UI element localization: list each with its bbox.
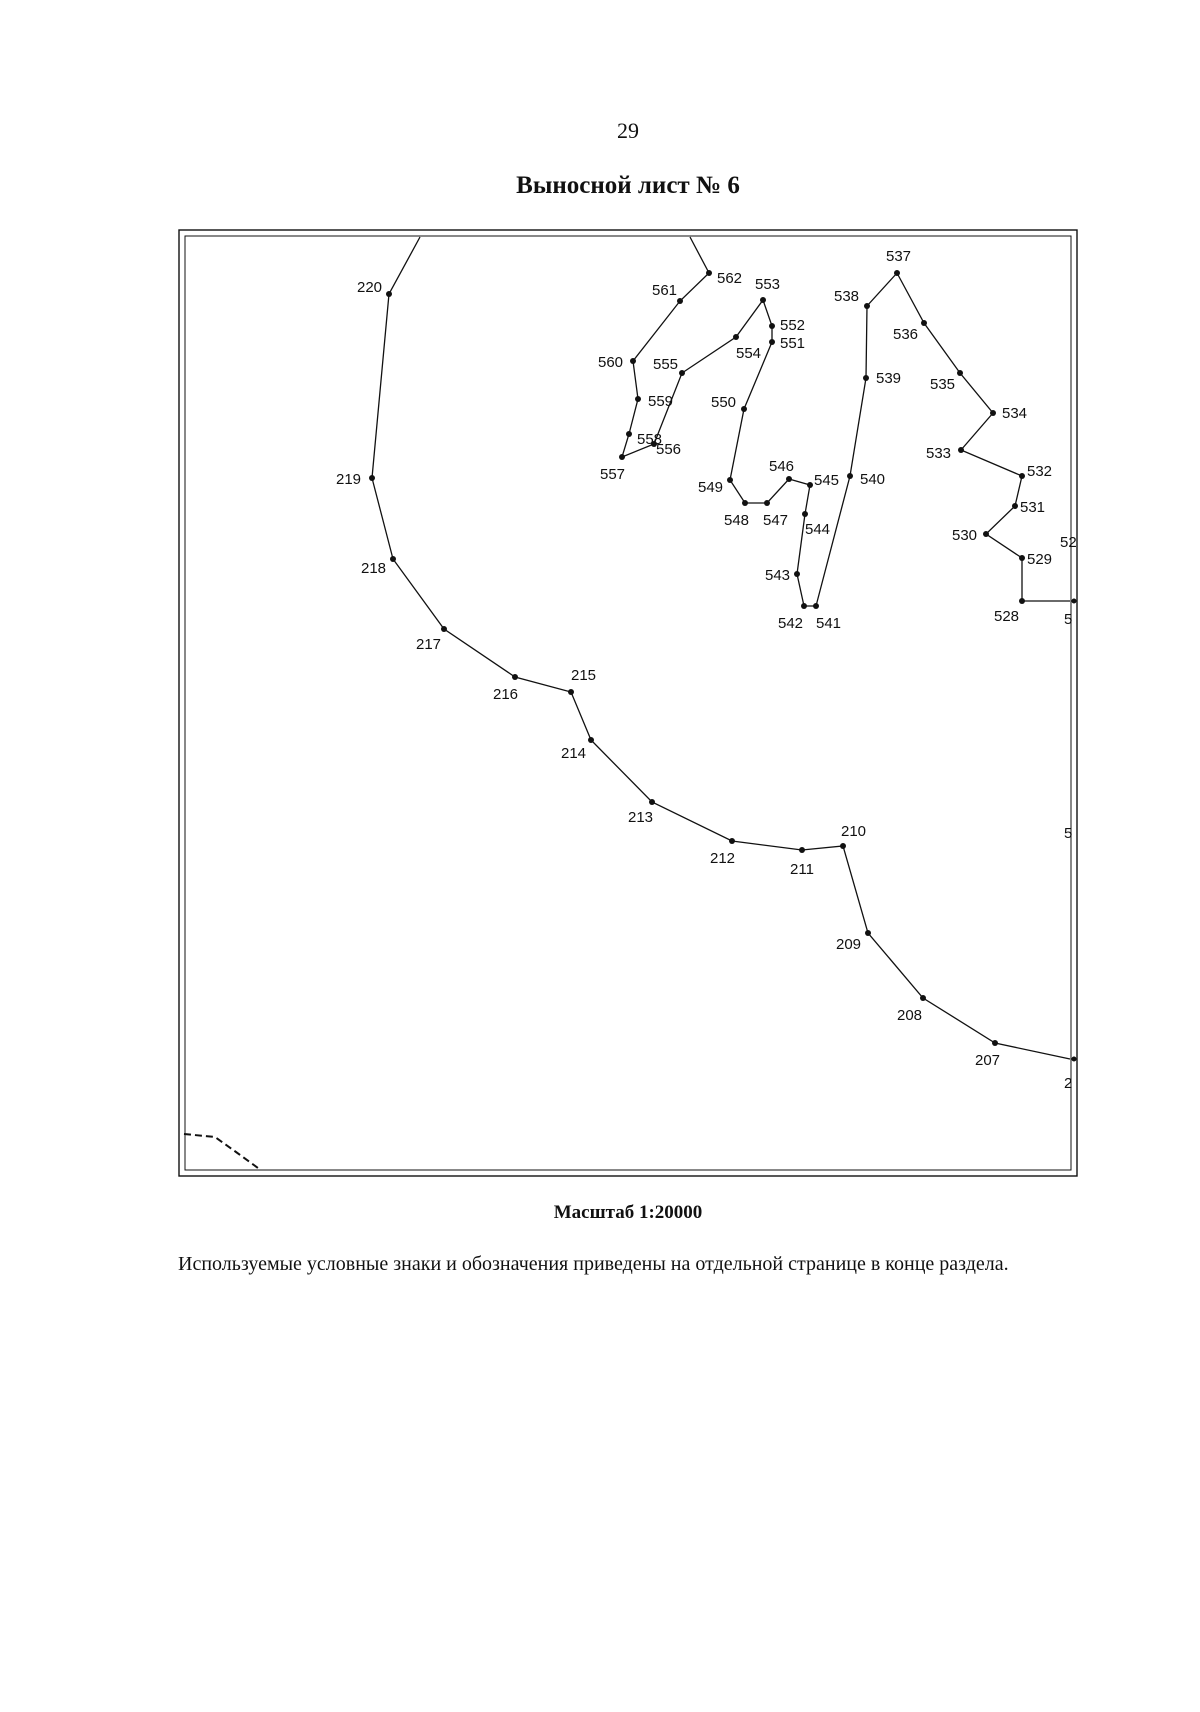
edge-point-1 [1072, 1057, 1077, 1062]
point-label-533: 533 [926, 445, 952, 462]
boundary-point-546 [786, 476, 792, 482]
boundary-point-559 [635, 396, 641, 402]
point-label-546: 546 [769, 458, 795, 475]
point-label-549: 549 [698, 479, 724, 496]
point-label-544: 544 [805, 521, 831, 538]
point-label-561: 561 [652, 282, 678, 299]
point-label-539: 539 [876, 370, 902, 387]
point-label-207: 207 [975, 1052, 1001, 1069]
point-label-550: 550 [711, 394, 737, 411]
point-label-548: 548 [724, 512, 750, 529]
point-label-540: 540 [860, 471, 886, 488]
point-label-547: 547 [763, 512, 789, 529]
point-label-218: 218 [361, 560, 387, 577]
point-label-535: 535 [930, 376, 956, 393]
frame-outer-border [179, 230, 1077, 1176]
cut-label-2: 5 [1064, 825, 1073, 842]
point-label-214: 214 [561, 745, 587, 762]
boundary-point-532 [1019, 473, 1025, 479]
boundary-point-555 [679, 370, 685, 376]
point-label-559: 559 [648, 393, 674, 410]
point-label-558: 558 [637, 431, 663, 448]
point-label-528: 528 [994, 608, 1020, 625]
boundary-point-548 [742, 500, 748, 506]
boundary-point-550 [741, 406, 747, 412]
boundary-point-215 [568, 689, 574, 695]
point-label-531: 531 [1020, 499, 1046, 516]
page-number: 29 [617, 118, 639, 143]
cut-label-3: 2 [1064, 1075, 1073, 1092]
boundary-point-540 [847, 473, 853, 479]
boundary-point-529 [1019, 555, 1025, 561]
boundary-point-539 [863, 375, 869, 381]
boundary-point-214 [588, 737, 594, 743]
legend-note: Используемые условные знаки и обозначения приведены на отдельной странице в конце раздела. [178, 1253, 1009, 1275]
boundary-point-547 [764, 500, 770, 506]
boundary-point-537 [894, 270, 900, 276]
boundary-point-560 [630, 358, 636, 364]
point-label-209: 209 [836, 936, 862, 953]
boundary-point-211 [799, 847, 805, 853]
boundary-point-218 [390, 556, 396, 562]
point-label-541: 541 [816, 615, 842, 632]
boundary-point-541 [813, 603, 819, 609]
point-label-215: 215 [571, 667, 597, 684]
point-label-216: 216 [493, 686, 519, 703]
point-label-217: 217 [416, 636, 442, 653]
boundary-point-553 [760, 297, 766, 303]
point-label-552: 552 [780, 317, 806, 334]
point-label-537: 537 [886, 248, 912, 265]
boundary-point-220 [386, 291, 392, 297]
point-label-534: 534 [1002, 405, 1028, 422]
boundary-point-534 [990, 410, 996, 416]
boundary-point-551 [769, 339, 775, 345]
boundary-point-543 [794, 571, 800, 577]
map-scale: Масштаб 1:20000 [553, 1202, 703, 1223]
boundary-point-536 [921, 320, 927, 326]
edge-point-0 [1072, 599, 1077, 604]
page-title: Выносной лист № 6 [516, 172, 740, 199]
point-label-211: 211 [790, 861, 814, 878]
boundary-point-217 [441, 626, 447, 632]
point-label-532: 532 [1027, 463, 1053, 480]
point-label-560: 560 [598, 354, 624, 371]
boundary-point-209 [865, 930, 871, 936]
boundary-point-544 [802, 511, 808, 517]
point-label-530: 530 [952, 527, 978, 544]
point-label-557: 557 [600, 466, 626, 483]
point-label-529: 529 [1027, 551, 1053, 568]
boundary-point-562 [706, 270, 712, 276]
boundary-point-552 [769, 323, 775, 329]
point-label-554: 554 [736, 345, 762, 362]
boundary-point-533 [958, 447, 964, 453]
boundary-point-216 [512, 674, 518, 680]
boundary-point-545 [807, 482, 813, 488]
boundary-point-549 [727, 477, 733, 483]
point-label-551: 551 [780, 335, 806, 352]
boundary-point-210 [840, 843, 846, 849]
point-label-208: 208 [897, 1007, 923, 1024]
point-label-536: 536 [893, 326, 919, 343]
boundary-point-558 [626, 431, 632, 437]
point-label-542: 542 [778, 615, 804, 632]
boundary-point-535 [957, 370, 963, 376]
boundary-point-531 [1012, 503, 1018, 509]
boundary-point-557 [619, 454, 625, 460]
boundary-point-208 [920, 995, 926, 1001]
boundary-point-554 [733, 334, 739, 340]
boundary-point-538 [864, 303, 870, 309]
boundary-point-528 [1019, 598, 1025, 604]
boundary-point-561 [677, 298, 683, 304]
cut-label-1: 5 [1064, 611, 1073, 628]
point-label-556: 556 [656, 441, 682, 458]
point-label-543: 543 [765, 567, 791, 584]
boundary-point-212 [729, 838, 735, 844]
point-label-212: 212 [710, 850, 736, 867]
boundary-point-213 [649, 799, 655, 805]
point-label-219: 219 [336, 471, 362, 488]
point-label-210: 210 [841, 823, 867, 840]
dashed-boundary [184, 1134, 258, 1168]
point-label-555: 555 [653, 356, 679, 373]
point-label-545: 545 [814, 472, 840, 489]
boundary-point-542 [801, 603, 807, 609]
boundary-line-outer [372, 237, 1073, 1059]
point-label-553: 553 [755, 276, 781, 293]
cut-label-0: 52 [1060, 534, 1077, 551]
boundary-point-219 [369, 475, 375, 481]
point-label-562: 562 [717, 270, 743, 287]
point-label-538: 538 [834, 288, 860, 305]
boundary-point-530 [983, 531, 989, 537]
point-label-213: 213 [628, 809, 654, 826]
point-label-220: 220 [357, 279, 383, 296]
boundary-point-207 [992, 1040, 998, 1046]
